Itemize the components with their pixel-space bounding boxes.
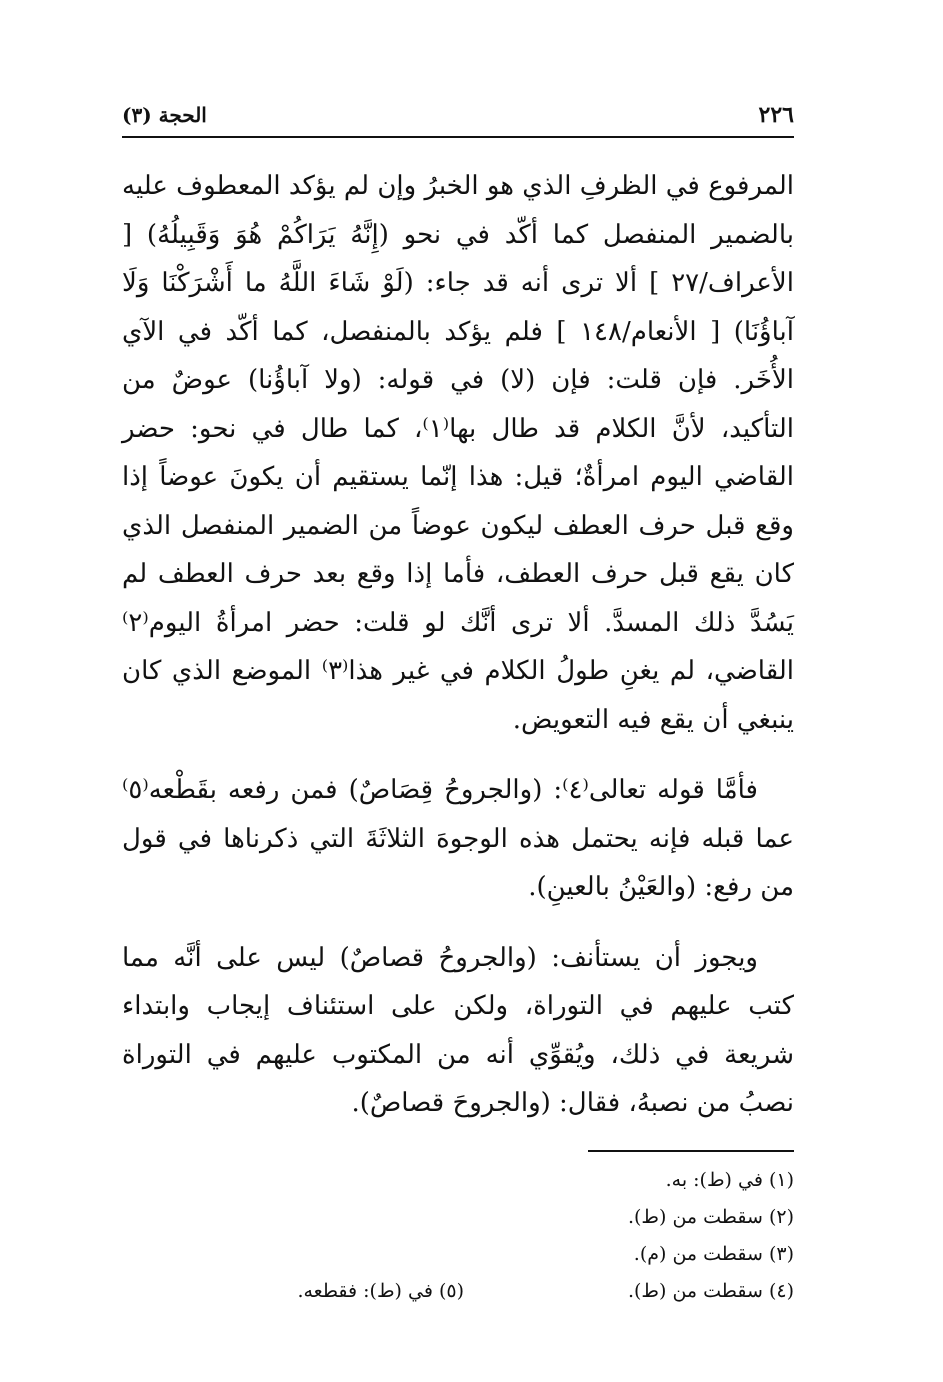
book-title: الحجة (٣) [122, 103, 207, 127]
running-head [122, 100, 794, 138]
footnote-3: (٣) سقطت من (م). [633, 1242, 794, 1265]
footnote-1: (١) في (ط): به. [665, 1168, 794, 1191]
page-number: ٢٢٦ [758, 102, 794, 128]
paragraph-1: المرفوع في الظرفِ الذي هو الخبرُ وإن لم يؤكد المعطوف عليه بالضمير المنفصل كما أكّد في نحو (إِنَّهُ يَرَاكُمْ هُوَ وَقَبِيلُهُ) [ الأعراف/٢٧ ] ألا ترى أنه قد جاء: (لَوْ شَاءَ اللَّهُ ما أَشْرَكْنَا وَلَا آباؤُنَا) [ الأنعام/١٤٨ ] فلم يؤكد بالمنفصل، كما أكّد في الآي الأُخَر. فإن قلت: فإن (لا) في قوله: (ولا آباؤُنا) عوضٌ من التأكيد، لأنَّ الكلام قد طال بها⁽١⁾، كما طال في نحو: حضر القاضي اليوم امرأةٌ؛ قيل: هذا إنّما يستقيم أن يكونَ عوضاً إذا وقع قبل حرف العطف ليكون عوضاً من الضمير المنفصل الذي كان يقع قبل حرف العطف، فأما إذا وقع بعد حرف العطف لم يَسُدَّ ذلك المسدَّ. ألا ترى أنَّك لو قلت: حضر امرأةُ اليوم⁽٢⁾ القاضي، لم يغنِ طولُ الكلام في غير هذا⁽٣⁾ الموضع الذي كان ينبغي أن يقع فيه التعويض. [122, 171, 795, 735]
footnotes [122, 1162, 794, 1310]
paragraph-3: ويجوز أن يستأنف: (والجروحُ قصاصٌ) ليس على أنَّه مما كتب عليهم في التوراة، ولكن على استئناف إيجاب وابتداء شريعة في ذلك، ويُقوِّي أنه من المكتوب عليهم في التوراة نصبُ من نصبهُ، فقال: (والجروحَ قصاصٌ). [122, 942, 794, 1118]
body-text [122, 162, 794, 1128]
footnote-row [122, 1236, 794, 1273]
footnote-5: (٥) في (ط): فقطعه. [297, 1279, 464, 1302]
book-page [122, 100, 794, 1310]
footnote-row [122, 1273, 794, 1310]
footnote-row [122, 1162, 794, 1199]
footnote-4: (٤) سقطت من (ط). [627, 1279, 794, 1302]
footnote-row [122, 1199, 794, 1236]
paragraph-2: فأمَّا قوله تعالى⁽٤⁾: (والجروحُ قِصَاصٌ) فمن رفعه بقَطْعه⁽٥⁾ عما قبله فإنه يحتمل هذه الوجوهَ الثلاثَةَ التي ذكرناها في قول من رفع: (والعَيْنُ بالعينِ). [122, 775, 794, 902]
footnote-divider [588, 1150, 794, 1152]
footnote-2: (٢) سقطت من (ط). [627, 1205, 794, 1228]
